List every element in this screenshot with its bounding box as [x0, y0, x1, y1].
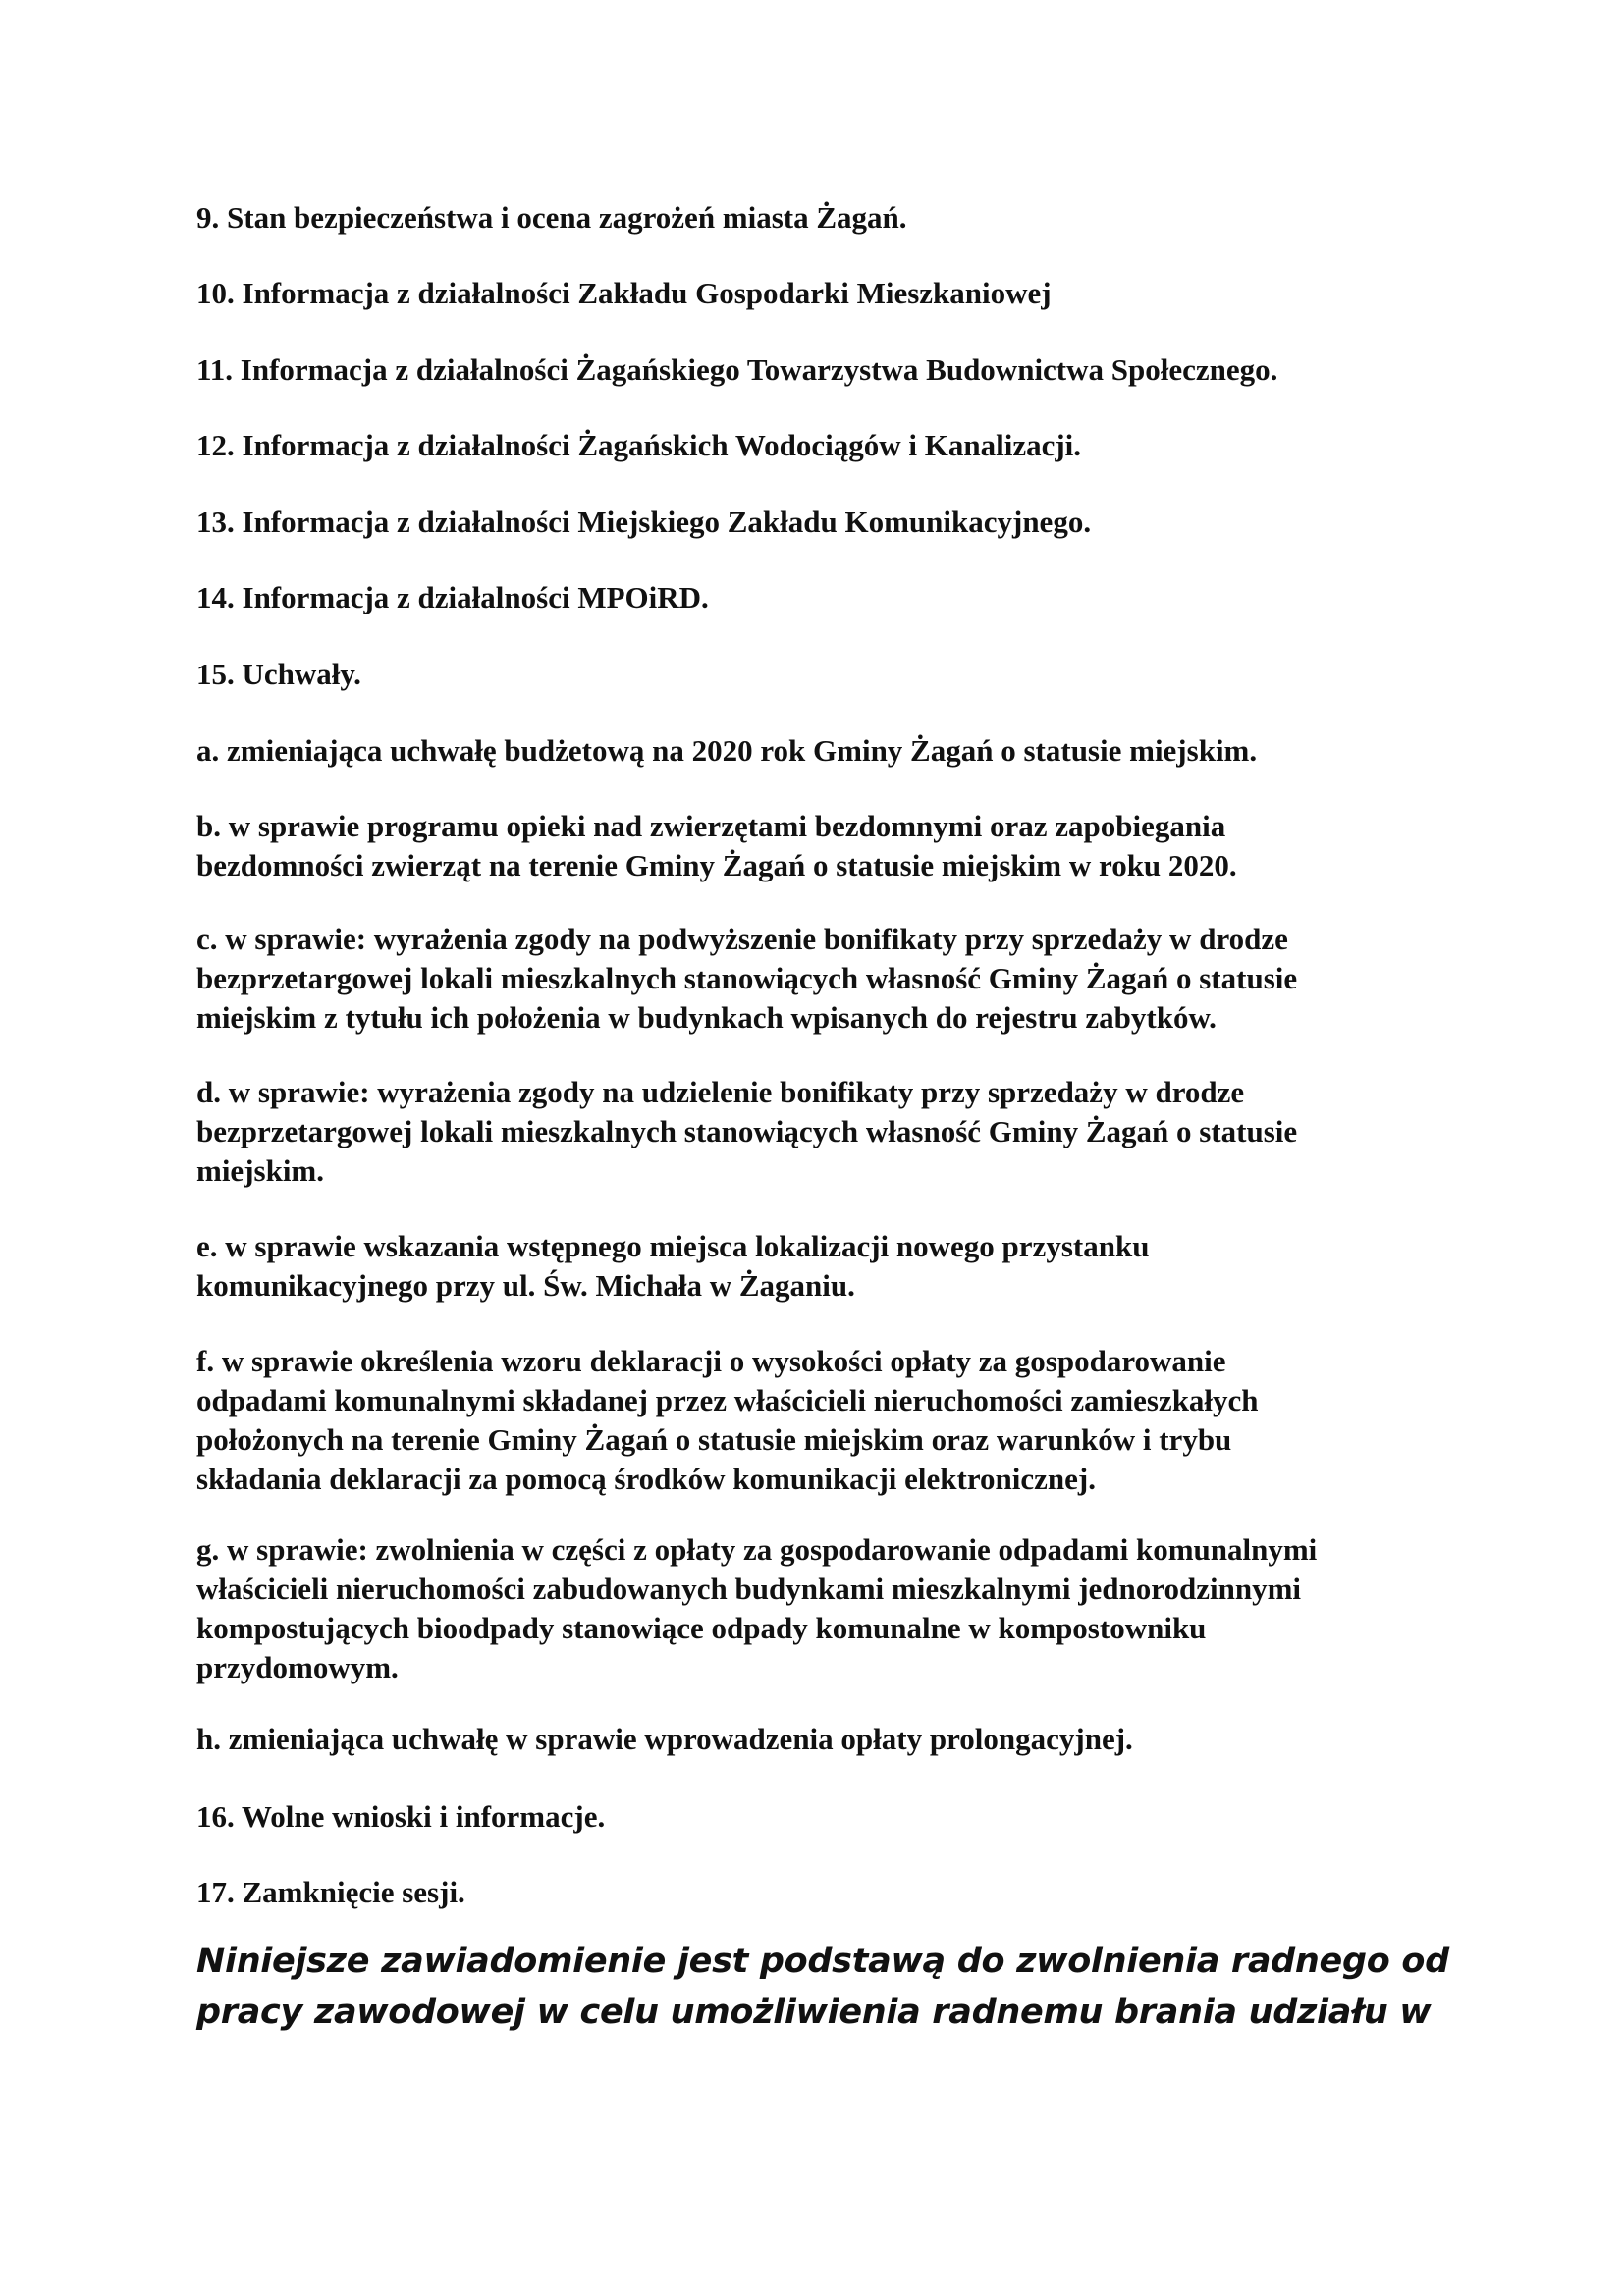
- resolution-item-g: g. w sprawie: zwolnienia w części z opłaty za gospodarowanie odpadami komunalnymi właścicieli nieruchomości zabudowanych budynkami mieszkalnymi jednorodzinnymi kompostujących bioodpady stanowiące odpady komunalne w kompostowniku przydomowym.: [196, 1532, 1318, 1684]
- agenda-item-13: 13. Informacja z działalności Miejskiego Zakładu Komunikacyjnego.: [196, 505, 1092, 539]
- agenda-item-17: 17. Zamknięcie sesji.: [196, 1875, 465, 1909]
- resolution-item-b: b. w sprawie programu opieki nad zwierzętami bezdomnymi oraz zapobiegania bezdomności zwierząt na terenie Gminy Żagań o statusie miejskim w roku 2020.: [196, 809, 1237, 882]
- resolution-item-e: e. w sprawie wskazania wstępnego miejsca lokalizacji nowego przystanku komunikacyjnego przy ul. Św. Michała w Żaganiu.: [196, 1229, 1150, 1303]
- agenda-item-11: 11. Informacja z działalności Żagańskiego Towarzystwa Budownictwa Społecznego.: [196, 352, 1278, 387]
- resolution-item-f: f. w sprawie określenia wzoru deklaracji o wysokości opłaty za gospodarowanie odpadami komunalnymi składanej przez właścicieli nieruchomości zamieszkałych położonych na terenie Gminy Żagań o statusie miejskim oraz warunków i trybu składania deklaracji za pomocą środków komunikacji elektronicznej.: [196, 1344, 1259, 1496]
- notice-text: Niniejsze zawiadomienie jest podstawą do zwolnienia radnego od pracy zawodowej w celu umożliwienia radnemu brania udziału w: [196, 1942, 1449, 2032]
- agenda-item-12: 12. Informacja z działalności Żagańskich Wodociągów i Kanalizacji.: [196, 428, 1082, 462]
- agenda-item-10: 10. Informacja z działalności Zakładu Gospodarki Mieszkaniowej: [196, 276, 1052, 310]
- agenda-item-15: 15. Uchwały.: [196, 657, 361, 691]
- resolution-item-h: h. zmieniająca uchwałę w sprawie wprowadzenia opłaty prolongacyjnej.: [196, 1722, 1133, 1756]
- agenda-item-9: 9. Stan bezpieczeństwa i ocena zagrożeń miasta Żagań.: [196, 200, 907, 235]
- agenda-item-14: 14. Informacja z działalności MPOiRD.: [196, 580, 709, 614]
- resolution-item-a: a. zmieniająca uchwałę budżetową na 2020 rok Gminy Żagań o statusie miejskim.: [196, 733, 1258, 768]
- resolution-item-d: d. w sprawie: wyrażenia zgody na udzielenie bonifikaty przy sprzedaży w drodze bezprzetargowej lokali mieszkalnych stanowiących własność Gminy Żagań o statusie miejskim.: [196, 1075, 1298, 1188]
- resolution-item-c: c. w sprawie: wyrażenia zgody na podwyższenie bonifikaty przy sprzedaży w drodze bezprzetargowej lokali mieszkalnych stanowiących własność Gminy Żagań o statusie miejskim z tytułu ich położenia w budynkach wpisanych do rejestru zabytków.: [196, 922, 1298, 1035]
- agenda-item-16: 16. Wolne wnioski i informacje.: [196, 1799, 606, 1834]
